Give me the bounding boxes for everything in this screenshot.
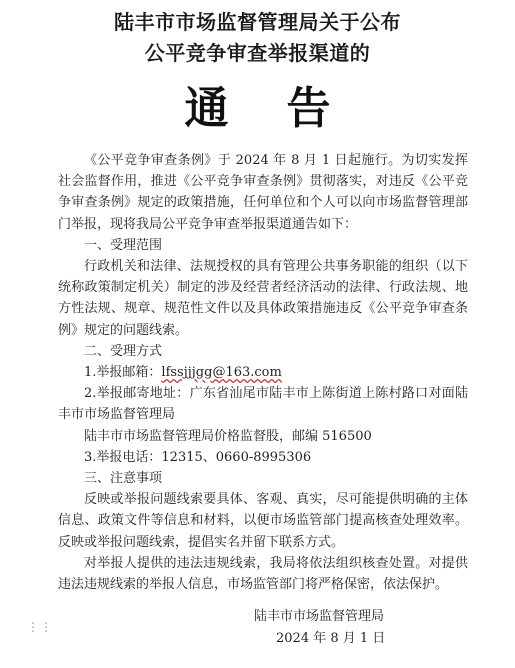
notes-paragraph-2: 对举报人提供的违法违规线索，我局将依法组织核查处置。对提供违法违规线索的举报人信息，市场监管部门将严格保密，依法保护。 bbox=[58, 555, 468, 593]
signature-date: 2024 年 8 月 1 日 bbox=[276, 631, 386, 646]
notice-title-line1: 陆丰市市场监督管理局关于公布 bbox=[114, 10, 401, 34]
intro-paragraph: 《公平竞争审查条例》于 2024 年 8 月 1 日起施行。为切实发挥社会监督作用，推进《公平竞争审查条例》贯彻落实，对违反《公平竞争审查条例》规定的政策措施，任何单位和个人可以向市场监督管理部门举报，现将我局公平竞争审查举报渠道通告如下： bbox=[58, 153, 468, 232]
notice-body bbox=[58, 150, 468, 595]
notes-paragraph-1: 反映或举报问题线索要具体、客观、真实，尽可能提供明确的主体信息、政策文件等信息和材料，以便市场监管部门提高核查处理效率。反映或举报问题线索，提倡实名并留下联系方式。 bbox=[58, 492, 468, 550]
drag-handle-icon[interactable]: ⋮⋮ bbox=[27, 620, 53, 634]
notice-title-line2: 公平竞争审查举报渠道的 bbox=[144, 41, 371, 65]
mail-address-paragraph: 2.举报邮寄地址：广东省汕尾市陆丰市上陈街道上陈村路口对面陆丰市市场监督管理局 bbox=[58, 386, 468, 423]
email-address[interactable]: lfssjjjgg@163.com bbox=[161, 365, 282, 381]
signature-org: 陆丰市市场监督管理局 bbox=[254, 609, 385, 624]
section-heading-notes: 三、注意事项 bbox=[84, 471, 163, 487]
section-heading-scope: 一、受理范围 bbox=[84, 237, 163, 253]
notice-big-title: 通告 bbox=[184, 83, 389, 134]
email-label: 1.举报邮箱： bbox=[84, 365, 162, 381]
email-line bbox=[58, 362, 468, 383]
scope-paragraph: 行政机关和法律、法规授权的具有管理公共事务职能的组织（以下统称政策制定机关）制定的涉及经营者经济活动的法律、行政法规、地方性法规、规章、规范性文件以及具体政策措施违反《公平竞争审查条例》规定的问题线索。 bbox=[58, 259, 468, 338]
phone-line: 3.举报电话：12315、0660-8995306 bbox=[84, 449, 312, 465]
section-heading-method: 二、受理方式 bbox=[84, 343, 163, 359]
mail-dept-line: 陆丰市市场监督管理局价格监督股，邮编 516500 bbox=[84, 428, 372, 444]
